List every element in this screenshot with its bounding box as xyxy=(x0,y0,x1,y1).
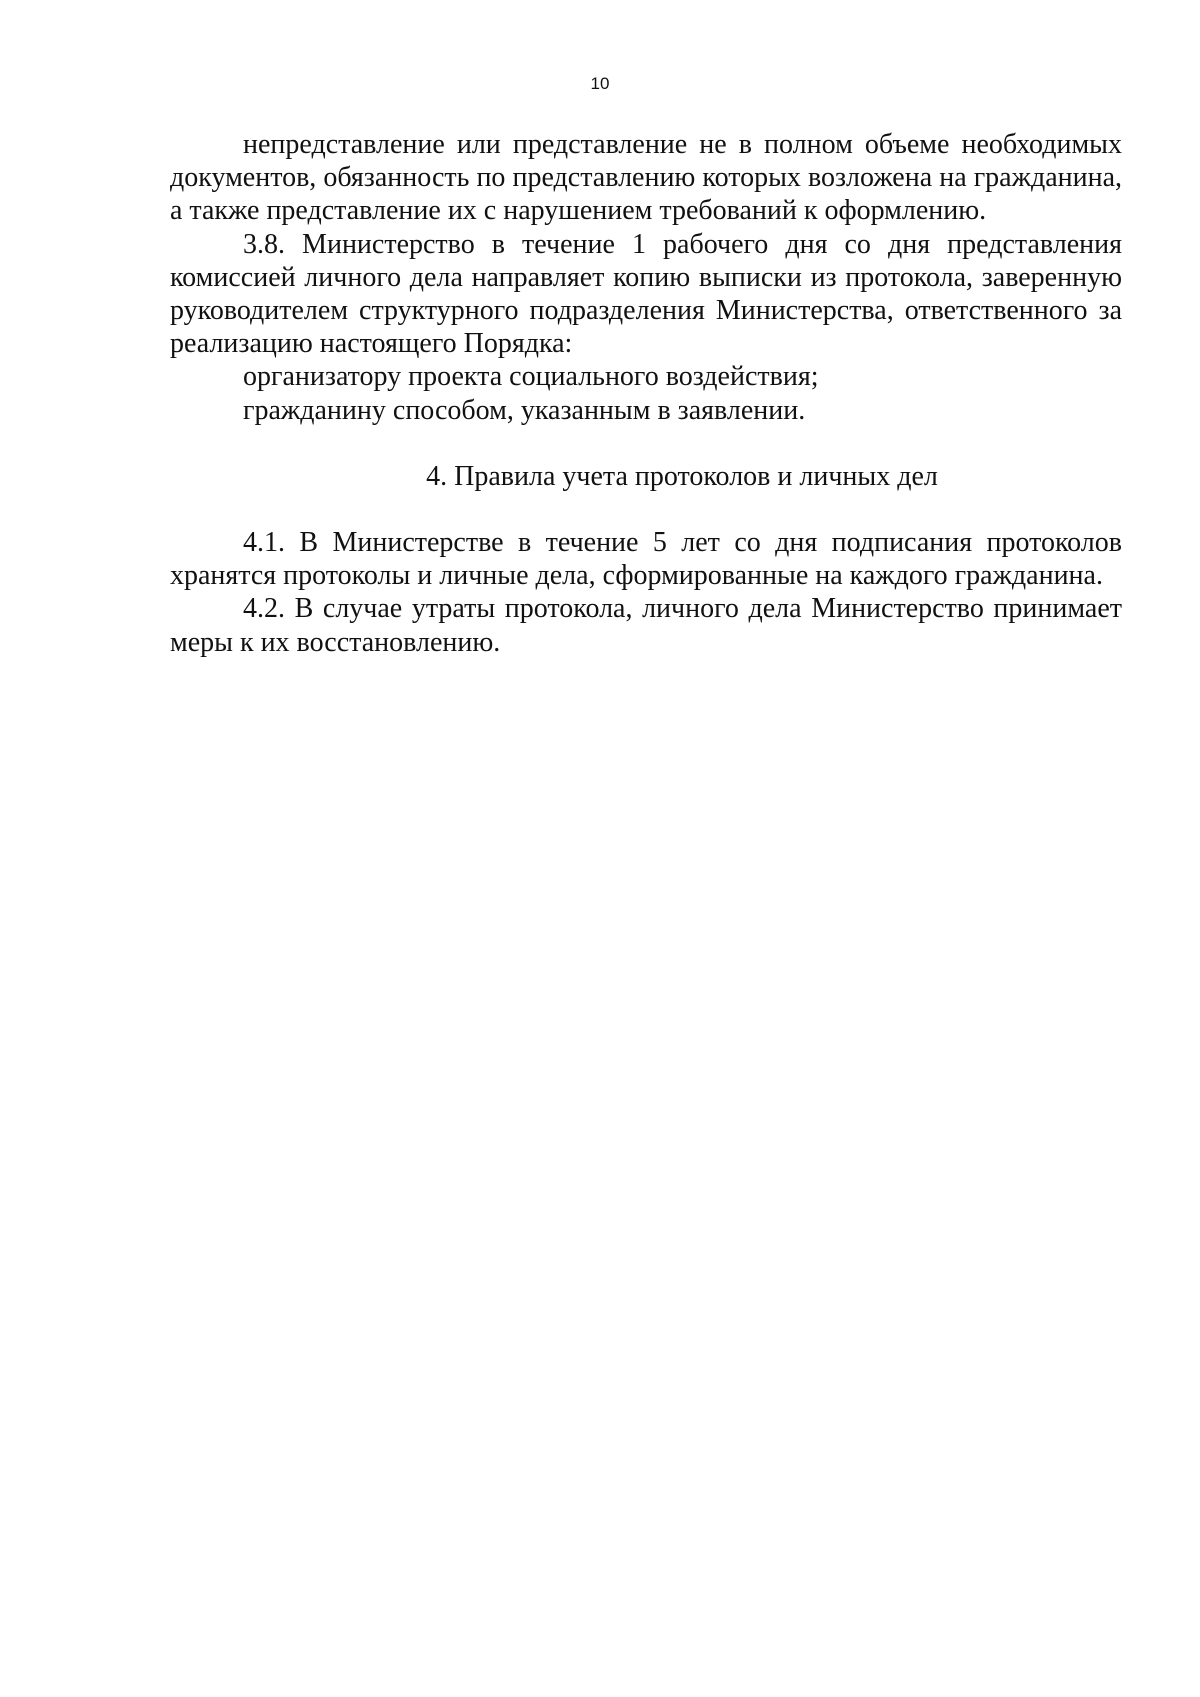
list-item-organizer: организатору проекта социального воздействия; xyxy=(243,361,819,393)
paragraph-4-2: 4.2. В случае утраты протокола, личного дела Министерство принимает меры к их восстановлению. xyxy=(170,593,1122,658)
spacer xyxy=(170,493,1122,526)
document-body xyxy=(170,128,1122,659)
paragraph-rejection-reason: непредставление или представление не в полном объеме необходимых документов, обязанность по представлению которых возложена на гражданина, а также представление их с нарушением требований к оформлению. xyxy=(170,129,1122,227)
spacer xyxy=(170,427,1122,460)
page-number: 10 xyxy=(590,74,610,93)
list-item-citizen: гражданину способом, указанным в заявлении. xyxy=(243,394,806,426)
paragraph-3-8: 3.8. Министерство в течение 1 рабочего дня со дня представления комиссией личного дела направляет копию выписки из протокола, заверенную руководителем структурного подразделения Министерства, ответственного за реализацию настоящего Порядка: xyxy=(170,228,1122,360)
paragraph-4-1: 4.1. В Министерстве в течение 5 лет со дня подписания протоколов хранятся протоколы и личные дела, сформированные на каждого гражданина. xyxy=(170,527,1122,592)
section-4-heading: 4. Правила учета протоколов и личных дел xyxy=(426,460,938,492)
